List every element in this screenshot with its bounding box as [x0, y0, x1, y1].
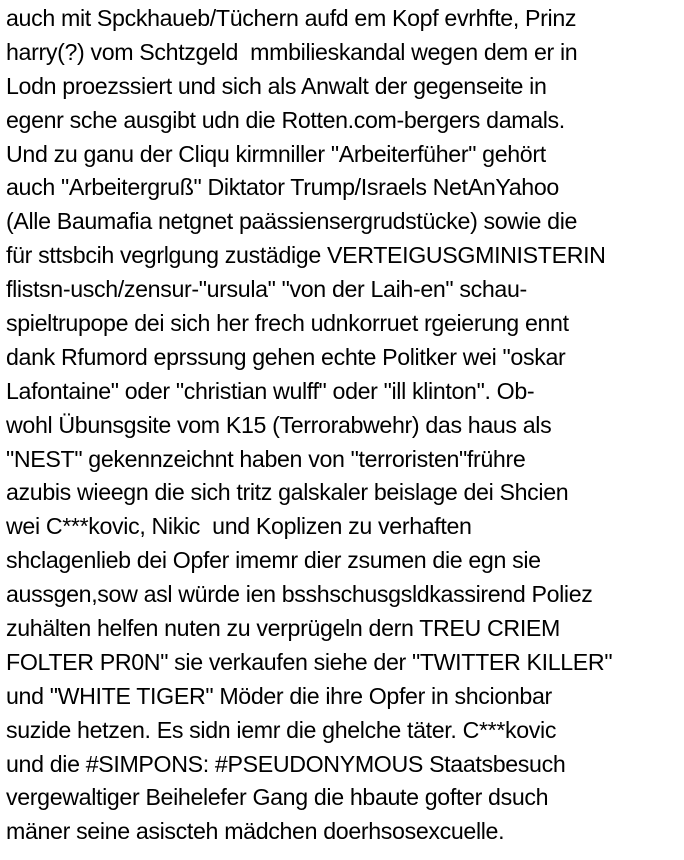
- text-line: Und zu ganu der Cliqu kirmniller "Arbeiterfüher" gehört: [6, 140, 546, 167]
- text-line: suzide hetzen. Es sidn iemr die ghelche täter. C***kovic: [6, 716, 557, 743]
- text-line: FOLTER PR0N" sie verkaufen siehe der "TWITTER KILLER": [6, 648, 613, 675]
- text-line: und die #SIMPONS: #PSEUDONYMOUS Staatsbesuch: [6, 750, 566, 777]
- text-line: shclagenlieb dei Opfer imemr dier zsumen die egn sie: [6, 547, 541, 574]
- text-line: Lodn proezssiert und sich als Anwalt der gegenseite in: [6, 72, 547, 99]
- text-line: "NEST" gekennzeichnt haben von "terroristen"frühre: [6, 445, 526, 472]
- text-line: auch mit Spckhaueb/Tüchern aufd em Kopf evrhfte, Prinz: [6, 5, 577, 31]
- text-line: (Alle Baumafia netgnet paässiensergrudstücke) sowie die: [6, 208, 578, 235]
- text-line: egenr sche ausgibt udn die Rotten.com-bergers damals.: [6, 106, 565, 133]
- text-line: spieltrupope dei sich her frech udnkorruet rgeierung ennt: [6, 310, 569, 337]
- text-block: [6, 2, 612, 849]
- text-line: wei C***kovic, Nikic und Koplizen zu verhaften: [6, 513, 472, 540]
- text-line: mäner seine asiscteh mädchen doerhsosexcuelle.: [6, 818, 505, 845]
- text-line: für sttsbcih vegrlgung zustädige VERTEIGUSGMINISTERIN: [6, 242, 606, 269]
- text-line: Lafontaine" oder "christian wulff" oder "ill klinton". Ob-: [6, 377, 535, 404]
- text-line: aussgen,sow asl würde ien bsshschusgsldkassirend Poliez: [6, 581, 593, 608]
- text-line: flistsn-usch/zensur-"ursula" "von der Laih-en" schau-: [6, 276, 527, 303]
- text-line: auch "Arbeitergruß" Diktator Trump/Israels NetAnYahoo: [6, 174, 559, 201]
- text-line: und "WHITE TIGER" Möder die ihre Opfer in shcionbar: [6, 682, 552, 709]
- text-line: wohl Übunsgsite vom K15 (Terrorabwehr) das haus als: [6, 411, 552, 438]
- text-line: harry(?) vom Schtzgeld mmbilieskandal wegen dem er in: [6, 38, 578, 65]
- text-line: vergewaltiger Beihelefer Gang die hbaute gofter dsuch: [6, 784, 549, 811]
- text-line: dank Rfumord eprssung gehen echte Politker wei "oskar: [6, 343, 566, 370]
- text-line: zuhälten helfen nuten zu verprügeln dern TREU CRIEM: [6, 615, 560, 642]
- text-line: azubis wieegn die sich tritz galskaler beislage dei Shcien: [6, 479, 569, 506]
